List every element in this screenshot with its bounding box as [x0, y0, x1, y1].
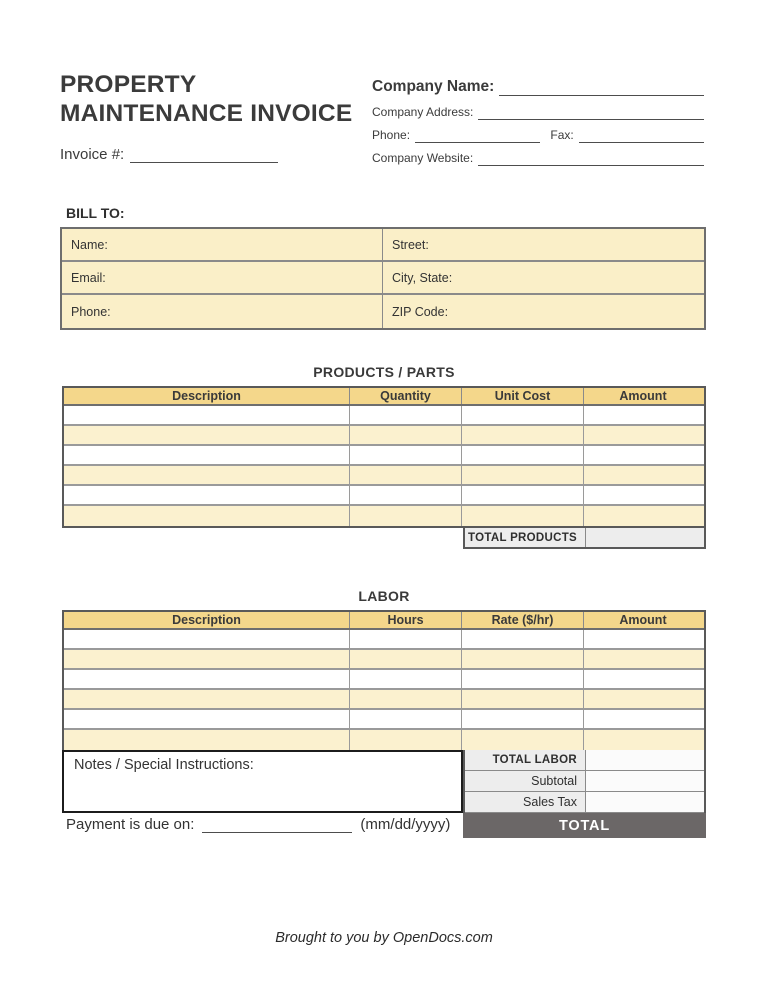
products-cell[interactable]	[350, 486, 462, 504]
products-table	[62, 386, 706, 528]
products-cell[interactable]	[584, 426, 702, 444]
invoice-number-label: Invoice #:	[60, 146, 125, 163]
products-cell[interactable]	[462, 506, 584, 526]
labor-row	[64, 710, 704, 730]
sales-tax-amount-cell[interactable]	[586, 792, 704, 812]
grand-total-label: TOTAL	[559, 817, 610, 834]
products-total-row	[463, 528, 706, 549]
payment-due-date-field[interactable]	[202, 817, 352, 833]
footer-attribution: Brought to you by OpenDocs.com	[275, 930, 493, 946]
sales-tax-row	[465, 792, 704, 813]
bill-to-zip-cell[interactable]: ZIP Code:	[392, 304, 449, 319]
labor-cell[interactable]	[462, 710, 584, 728]
labor-col-amount: Amount	[619, 613, 667, 627]
labor-cell[interactable]	[64, 710, 350, 728]
labor-row	[64, 730, 704, 750]
products-cell[interactable]	[64, 466, 350, 484]
company-name-label: Company Name:	[372, 78, 495, 95]
labor-row	[64, 630, 704, 650]
labor-cell[interactable]	[584, 710, 702, 728]
company-fax-field[interactable]	[579, 130, 704, 143]
products-cell[interactable]	[64, 426, 350, 444]
bill-to-row	[62, 262, 704, 295]
company-info-block	[372, 77, 704, 174]
products-cell[interactable]	[350, 446, 462, 464]
products-row	[64, 466, 704, 486]
labor-row	[64, 650, 704, 670]
products-row	[64, 446, 704, 466]
labor-cell[interactable]	[462, 630, 584, 648]
products-col-description: Description	[64, 388, 350, 404]
subtotal-row	[465, 771, 704, 792]
company-address-label: Company Address:	[372, 105, 474, 119]
products-header-row	[64, 388, 704, 406]
bill-to-row	[62, 229, 704, 262]
invoice-number-row	[60, 146, 278, 163]
page-title: PROPERTY MAINTENANCE INVOICE	[60, 71, 353, 127]
payment-due-label: Payment is due on:	[66, 816, 195, 833]
labor-cell[interactable]	[350, 650, 462, 668]
products-section-title: PRODUCTS / PARTS	[313, 364, 455, 380]
labor-cell[interactable]	[584, 630, 702, 648]
total-labor-row	[465, 750, 704, 771]
products-cell[interactable]	[350, 426, 462, 444]
labor-row	[64, 690, 704, 710]
labor-cell[interactable]	[462, 650, 584, 668]
labor-cell[interactable]	[462, 730, 584, 750]
company-address-row	[372, 105, 704, 120]
labor-section-title: LABOR	[358, 588, 410, 604]
products-cell[interactable]	[462, 406, 584, 424]
labor-cell[interactable]	[462, 690, 584, 708]
bill-to-name-cell[interactable]: Name:	[62, 229, 383, 260]
company-phone-label: Phone:	[372, 128, 411, 142]
labor-col-description: Description	[64, 612, 350, 628]
bill-to-row	[62, 295, 704, 328]
bill-to-city-state-cell[interactable]: City, State:	[392, 270, 453, 285]
bill-to-email-cell[interactable]: Email:	[62, 262, 383, 293]
products-cell[interactable]	[584, 486, 702, 504]
products-cell[interactable]	[64, 446, 350, 464]
labor-cell[interactable]	[350, 710, 462, 728]
products-cell[interactable]	[64, 486, 350, 504]
total-labor-label: TOTAL LABOR	[465, 750, 586, 770]
subtotal-amount-cell[interactable]	[586, 771, 704, 791]
notes-special-instructions-box[interactable]	[62, 750, 463, 813]
bill-to-street-cell[interactable]: Street:	[392, 237, 429, 252]
notes-label: Notes / Special Instructions:	[74, 757, 254, 773]
labor-cell[interactable]	[462, 670, 584, 688]
labor-cell[interactable]	[584, 670, 702, 688]
company-website-field[interactable]	[478, 153, 704, 166]
total-products-label: TOTAL PRODUCTS	[465, 528, 586, 547]
company-website-row	[372, 151, 704, 166]
labor-cell[interactable]	[350, 630, 462, 648]
total-products-amount-cell[interactable]	[586, 528, 704, 547]
labor-col-rate: Rate ($/hr)	[462, 612, 584, 628]
products-cell[interactable]	[584, 406, 702, 424]
bill-to-heading: BILL TO:	[66, 205, 125, 221]
products-cell[interactable]	[584, 466, 702, 484]
company-name-field[interactable]	[499, 81, 704, 96]
payment-due-row	[66, 816, 450, 833]
products-cell[interactable]	[350, 506, 462, 526]
company-website-label: Company Website:	[372, 151, 474, 165]
products-cell[interactable]	[350, 466, 462, 484]
company-address-field[interactable]	[478, 107, 704, 120]
products-col-unit-cost: Unit Cost	[462, 388, 584, 404]
labor-cell[interactable]	[64, 670, 350, 688]
labor-table	[62, 610, 706, 752]
company-name-row	[372, 77, 704, 96]
company-fax-label: Fax:	[550, 128, 574, 142]
products-cell[interactable]	[584, 506, 702, 526]
products-cell[interactable]	[462, 486, 584, 504]
labor-row	[64, 670, 704, 690]
products-cell[interactable]	[584, 446, 702, 464]
labor-cell[interactable]	[64, 730, 350, 750]
labor-cell[interactable]	[584, 690, 702, 708]
sales-tax-label: Sales Tax	[465, 792, 586, 812]
total-labor-amount-cell[interactable]	[586, 750, 704, 770]
labor-totals-block	[463, 750, 706, 813]
company-phone-fax-row	[372, 128, 704, 143]
labor-cell[interactable]	[584, 730, 702, 750]
labor-cell[interactable]	[350, 670, 462, 688]
products-row	[64, 406, 704, 426]
invoice-number-field[interactable]	[130, 147, 278, 163]
labor-cell[interactable]	[64, 650, 350, 668]
bill-to-phone-cell[interactable]: Phone:	[62, 295, 383, 328]
products-cell[interactable]	[64, 506, 350, 526]
products-cell[interactable]	[462, 426, 584, 444]
labor-cell[interactable]	[64, 690, 350, 708]
products-cell[interactable]	[350, 406, 462, 424]
products-cell[interactable]	[64, 406, 350, 424]
products-cell[interactable]	[462, 466, 584, 484]
products-col-amount: Amount	[619, 389, 667, 403]
labor-cell[interactable]	[584, 650, 702, 668]
products-row	[64, 506, 704, 526]
date-format-hint: (mm/dd/yyyy)	[360, 816, 451, 833]
labor-cell[interactable]	[350, 730, 462, 750]
bill-to-table	[60, 227, 706, 330]
subtotal-label: Subtotal	[465, 771, 586, 791]
labor-cell[interactable]	[350, 690, 462, 708]
products-col-quantity: Quantity	[350, 388, 462, 404]
labor-header-row	[64, 612, 704, 630]
labor-col-hours: Hours	[350, 612, 462, 628]
products-cell[interactable]	[462, 446, 584, 464]
labor-cell[interactable]	[64, 630, 350, 648]
grand-total-bar	[463, 813, 706, 838]
products-row	[64, 426, 704, 446]
products-row	[64, 486, 704, 506]
company-phone-field[interactable]	[415, 130, 540, 143]
